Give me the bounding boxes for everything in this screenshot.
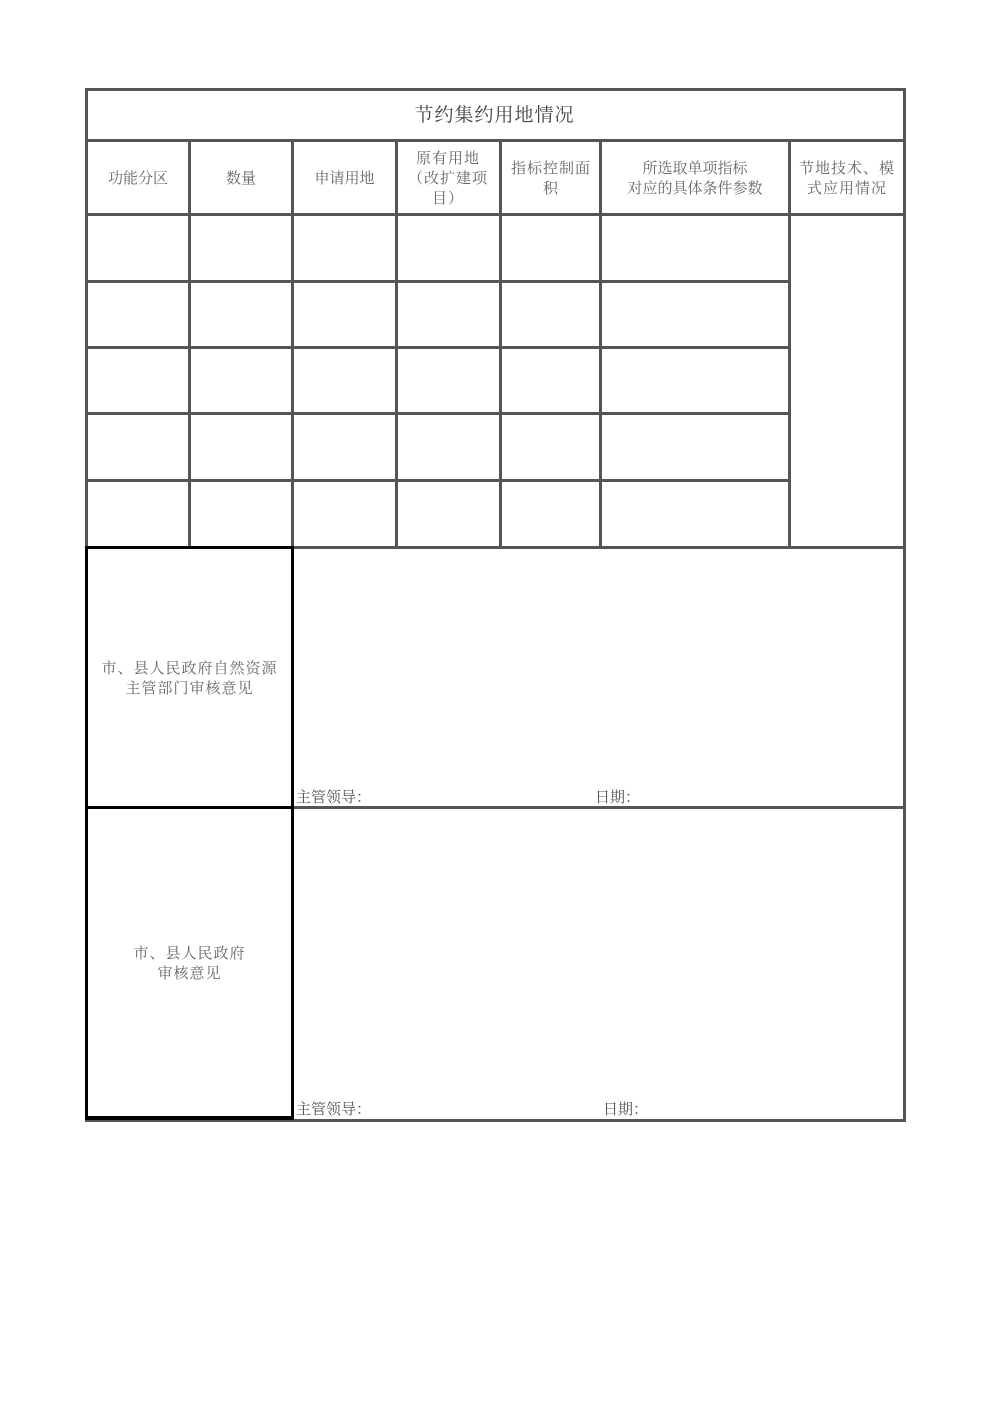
header-quantity bbox=[191, 142, 291, 213]
header-original-land-text: 原有用地（改扩建项目） bbox=[407, 148, 488, 207]
grid-line bbox=[291, 546, 294, 1120]
table-title-text: 节约集约用地情况 bbox=[414, 104, 575, 126]
review1-label-line2: 主管部门审核意见 bbox=[125, 678, 254, 697]
header-original-land bbox=[403, 142, 493, 213]
review1-label-line1: 市、县人民政府自然资源 bbox=[101, 658, 278, 677]
review2-leader-label: 主管领导： bbox=[296, 1100, 372, 1118]
table-title bbox=[88, 91, 901, 139]
header-quantity-text: 数量 bbox=[225, 168, 256, 187]
review1-leader-label: 主管领导： bbox=[296, 788, 372, 806]
grid-line bbox=[788, 139, 791, 549]
grid-line bbox=[395, 139, 398, 549]
review2-label bbox=[88, 809, 291, 1116]
review2-label-line1: 市、县人民政府 bbox=[133, 943, 246, 962]
grid-line bbox=[85, 213, 904, 216]
header-functional-zone-text: 功能分区 bbox=[107, 168, 168, 187]
review1-date-label: 日期： bbox=[595, 788, 641, 806]
header-land-saving-tech bbox=[795, 142, 899, 213]
header-control-area-text: 指标控制面积 bbox=[510, 158, 591, 197]
header-land-saving-tech-text: 节地技术、模式应用情况 bbox=[798, 158, 895, 197]
review2-label-line2: 审核意见 bbox=[157, 963, 222, 982]
grid-line bbox=[85, 1116, 294, 1120]
review1-label bbox=[88, 549, 291, 806]
grid-line bbox=[499, 139, 502, 549]
header-indicator-params-line2: 对应的具体条件参数 bbox=[627, 178, 763, 197]
grid-line bbox=[291, 546, 904, 549]
header-indicator-params bbox=[602, 142, 788, 213]
header-control-area bbox=[505, 142, 597, 213]
header-indicator-params-line1: 所选取单项指标 bbox=[642, 158, 748, 177]
land-use-form bbox=[85, 88, 904, 1120]
header-functional-zone bbox=[88, 142, 188, 213]
header-applied-land bbox=[294, 142, 395, 213]
review2-date-label: 日期： bbox=[603, 1100, 649, 1118]
header-applied-land-text: 申请用地 bbox=[314, 168, 375, 187]
